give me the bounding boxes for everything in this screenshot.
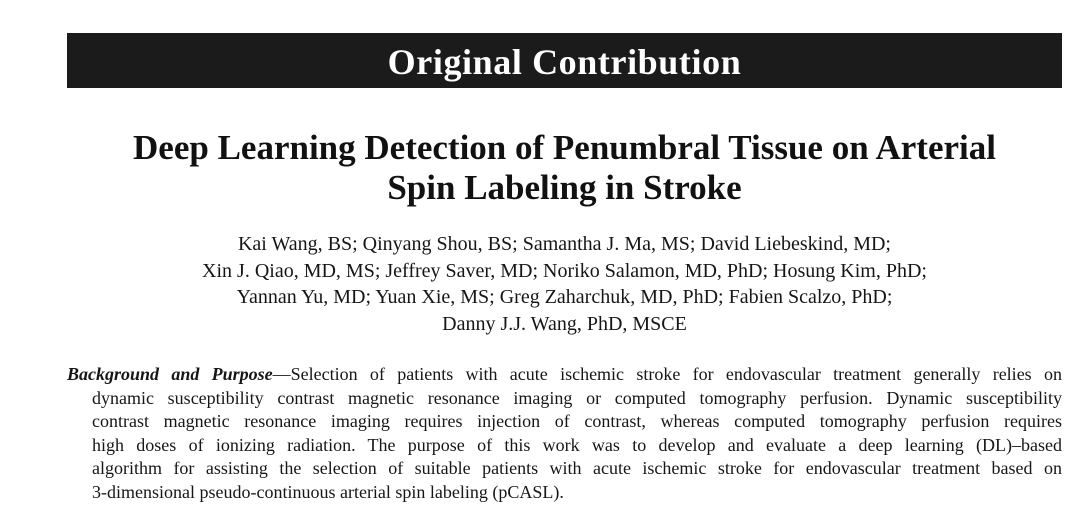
article-title-line-1: Deep Learning Detection of Penumbral Tissue on Arterial (133, 128, 996, 167)
abstract-line-3: contrast magnetic resonance imaging requires injection of contrast, whereas computed tomography perfusion requires (92, 411, 1062, 432)
section-banner-label: Original Contribution (387, 41, 742, 82)
author-line-3: Yannan Yu, MD; Yuan Xie, MS; Greg Zaharchuk, MD, PhD; Fabien Scalzo, PhD; (236, 286, 893, 308)
abstract-line-4: high doses of ionizing radiation. The purpose of this work was to develop and evaluate a deep learning (DL)–based (92, 434, 1062, 455)
abstract-heading: Background and Purpose (67, 364, 273, 384)
author-line-1: Kai Wang, BS; Qinyang Shou, BS; Samantha J. Ma, MS; David Liebeskind, MD; (237, 233, 891, 255)
abstract-line-1 (67, 363, 1062, 387)
author-list (67, 231, 1062, 337)
article-title (67, 128, 1062, 208)
article-title-line-2: Spin Labeling in Stroke (387, 168, 742, 207)
abstract-line-5: algorithm for assisting the selection of suitable patients with acute ischemic stroke for endovascular treatment based on (92, 458, 1062, 479)
abstract-background (67, 363, 1062, 505)
section-banner (67, 33, 1062, 88)
abstract-line-2: dynamic susceptibility contrast magnetic resonance imaging or computed tomography perfusion. Dynamic susceptibility (92, 387, 1062, 408)
author-line-4: Danny J.J. Wang, PhD, MSCE (442, 312, 687, 335)
abstract-line-6: 3-dimensional pseudo-continuous arterial spin labeling (pCASL). (92, 481, 564, 502)
author-line-2: Xin J. Qiao, MD, MS; Jeffrey Saver, MD; Noriko Salamon, MD, PhD; Hosung Kim, PhD; (202, 259, 927, 282)
abstract-first-line-text: —Selection of patients with acute ischemic stroke for endovascular treatment generally relies on (272, 364, 1062, 384)
